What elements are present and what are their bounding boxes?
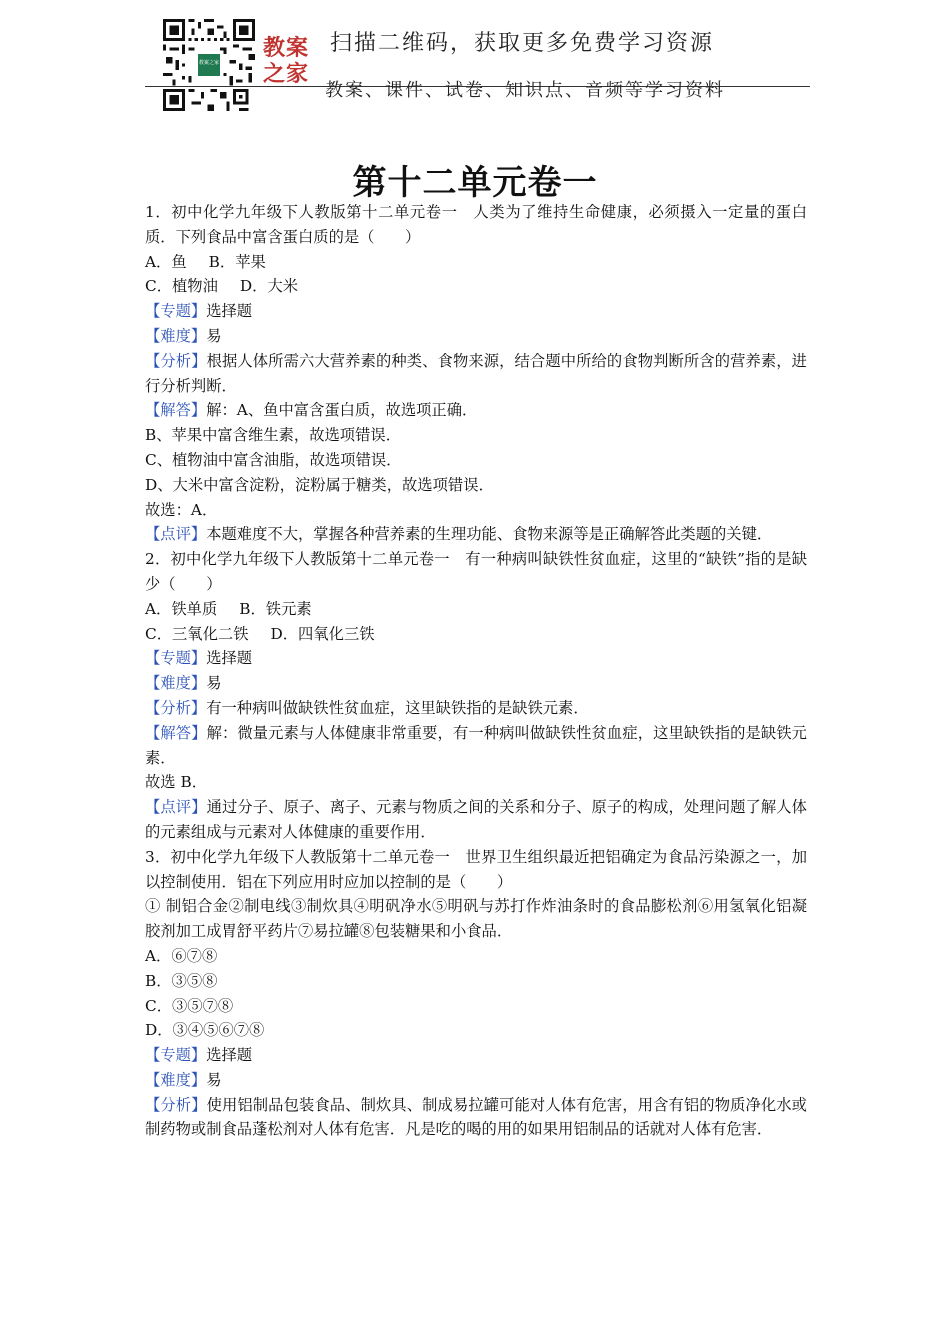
- q3-option-a: A．⑥⑦⑧: [145, 946, 218, 965]
- difficulty-tag: 【难度】: [145, 326, 207, 345]
- q2-option-b: B．铁元素: [239, 599, 312, 618]
- q1-option-c: C．植物油: [145, 277, 218, 296]
- document-body: [145, 200, 807, 1142]
- q1-answer-line-3: C、植物油中富含油脂，故选项错误．: [145, 450, 402, 469]
- q2-topic: [145, 646, 807, 671]
- page-title: 第十二单元卷一: [352, 163, 598, 203]
- q3-topic: [145, 1043, 807, 1068]
- q1-answer-line-2: B、苹果中富含维生素，故选项错误．: [145, 426, 401, 445]
- q3-analysis: [145, 1093, 807, 1143]
- q1-options-row-1: [145, 250, 807, 275]
- topic-tag: 【专题】: [145, 1046, 207, 1065]
- difficulty-tag: 【难度】: [145, 674, 207, 693]
- q2-difficulty-value: 易: [206, 674, 222, 693]
- q1-option-d: D．大米: [239, 277, 299, 296]
- analysis-tag: 【分析】: [145, 351, 207, 370]
- brand-line-2: 之家: [263, 62, 310, 87]
- q1-review: [145, 522, 807, 547]
- q3-difficulty: [145, 1068, 807, 1093]
- q3-difficulty-value: 易: [206, 1070, 222, 1089]
- q1-option-b: B．苹果: [208, 252, 266, 271]
- q1-answer: [145, 398, 807, 423]
- q2-review: [145, 795, 807, 845]
- q2-option-c: C．三氧化二铁: [145, 624, 249, 643]
- q2-difficulty: [145, 671, 807, 696]
- answer-tag: 【解答】: [145, 723, 207, 742]
- qr-center-label: 教案之家: [198, 60, 220, 67]
- q2-topic-value: 选择题: [206, 649, 253, 668]
- q2-answer-line-2: 故选 B．: [145, 773, 207, 792]
- q1-answer-line-1: 解：A、鱼中富含蛋白质，故选项正确．: [206, 401, 478, 420]
- q1-answer-line-4: D、大米中富含淀粉，淀粉属于糖类，故选项错误．: [145, 475, 494, 494]
- q1-analysis: [145, 349, 807, 399]
- q2-answer: [145, 721, 807, 771]
- q2-option-d: D．四氧化三铁: [270, 624, 375, 643]
- q2-stem: 2．初中化学九年级下人教版第十二单元卷一 有一种病叫缺铁性贫血症，这里的“缺铁”指的是缺少（ ）: [145, 550, 807, 593]
- q2-answer-line-1: 解：微量元素与人体健康非常重要，有一种病叫做缺铁性贫血症，这里缺铁指的是缺铁元素．: [145, 723, 807, 767]
- analysis-tag: 【分析】: [145, 698, 207, 717]
- review-tag: 【点评】: [145, 798, 207, 817]
- q3-stem: 3．初中化学九年级下人教版第十二单元卷一 世界卫生组织最近把铝确定为食品污染源之一，加以控制使用．铝在下列应用时应加以控制的是（ ）: [145, 847, 807, 891]
- banner-slogan: 扫描二维码，获取更多免费学习资源: [330, 31, 715, 56]
- q3-option-d: D．③④⑤⑥⑦⑧: [145, 1021, 265, 1040]
- banner-subtitle: 教案、课件、试卷、知识点、音频等学习资料: [325, 80, 725, 101]
- qr-code-icon[interactable]: [163, 19, 255, 111]
- answer-tag: 【解答】: [145, 401, 207, 420]
- header-banner: [145, 14, 810, 118]
- q2-options-row-2: [145, 622, 807, 647]
- q3-option-c: C．③⑤⑦⑧: [145, 996, 234, 1015]
- q1-difficulty: [145, 324, 807, 349]
- q1-answer-line-5: 故选：A．: [145, 500, 218, 519]
- q1-topic: [145, 299, 807, 324]
- q1-options-row-2: [145, 274, 807, 299]
- q3-analysis-text: 使用铝制品包装食品、制炊具、制成易拉罐可能对人体有危害，用含有铝的物质净化水或制药物或制食品蓬松剂对人体有危害．凡是吃的喝的用的如果用铝制品的话就对人体有危害．: [145, 1095, 807, 1139]
- topic-tag: 【专题】: [145, 302, 207, 321]
- q2-option-a: A．铁单质: [145, 599, 218, 618]
- q2-review-text: 通过分子、原子、离子、元素与物质之间的关系和分子、原子的构成，处理问题了解人体的元素组成与元素对人体健康的重要作用．: [145, 798, 807, 841]
- topic-tag: 【专题】: [145, 649, 207, 668]
- q1-difficulty-value: 易: [206, 326, 222, 345]
- q3-topic-value: 选择题: [206, 1046, 253, 1065]
- brand-line-1: 教案: [263, 36, 310, 61]
- q1-topic-value: 选择题: [206, 302, 253, 321]
- q1-option-a: A．鱼: [145, 252, 187, 271]
- review-tag: 【点评】: [145, 525, 207, 544]
- q2-analysis-text: 有一种病叫做缺铁性贫血症，这里缺铁指的是缺铁元素．: [206, 698, 589, 717]
- q1-review-text: 本题难度不大，掌握各种营养素的生理功能、食物来源等是正确解答此类题的关键．: [206, 525, 773, 544]
- q3-option-b: B．③⑤⑧: [145, 971, 218, 990]
- q2-analysis: [145, 696, 807, 721]
- q3-items: ① 制铝合金②制电线③制炊具④明矾净水⑤明矾与苏打作炸油条时的食品膨松剂⑥用氢氧化铝凝胶剂加工成胃舒平药片⑦易拉罐⑧包装糖果和小食品．: [145, 897, 807, 941]
- analysis-tag: 【分析】: [145, 1095, 207, 1114]
- difficulty-tag: 【难度】: [145, 1070, 207, 1089]
- brand-logo[interactable]: [263, 36, 309, 88]
- q1-stem: 1．初中化学九年级下人教版第十二单元卷一 人类为了维持生命健康，必须摄入一定量的蛋白质．下列食品中富含蛋白质的是（ ）: [145, 203, 807, 246]
- q2-options-row-1: [145, 597, 807, 622]
- q1-analysis-text: 根据人体所需六大营养素的种类、食物来源，结合题中所给的食物判断所含的营养素，进行分析判断．: [145, 351, 807, 395]
